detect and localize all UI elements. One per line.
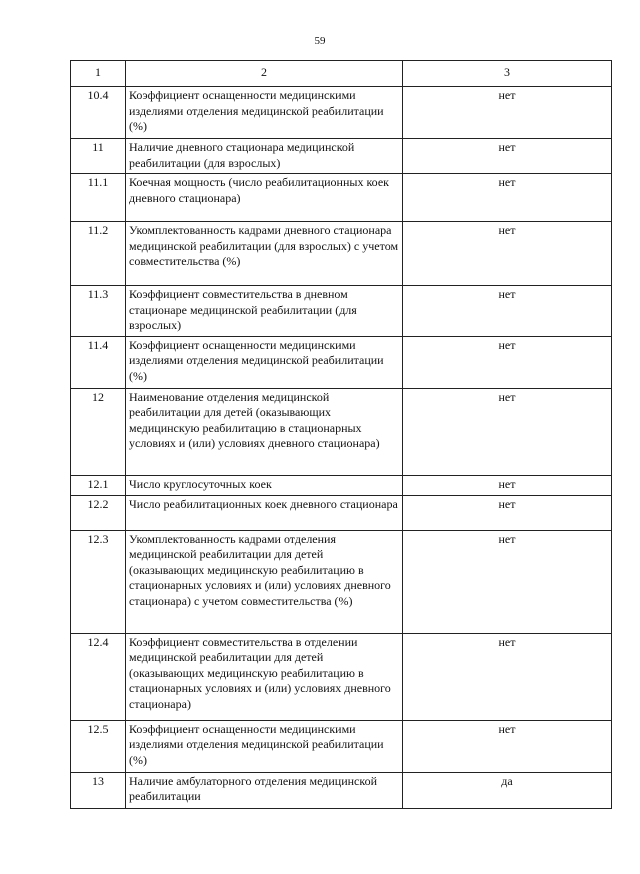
row-number: 11.3 — [71, 286, 126, 337]
row-number: 11.4 — [71, 336, 126, 388]
row-number: 13 — [71, 772, 126, 808]
row-indicator-text: Наличие амбулаторного отделения медицинской реабилитации — [126, 772, 403, 808]
row-value: да — [403, 772, 612, 808]
row-number: 11.2 — [71, 222, 126, 286]
row-value: нет — [403, 495, 612, 530]
row-indicator-text: Наименование отделения медицинской реабилитации для детей (оказывающих медицинскую реабилитацию в стационарных условиях и (или) условиях дневного стационара) — [126, 388, 403, 475]
table-row — [71, 475, 612, 495]
table-row — [71, 495, 612, 530]
row-value: нет — [403, 286, 612, 337]
row-indicator-text: Число круглосуточных коек — [126, 475, 403, 495]
row-value: нет — [403, 139, 612, 174]
row-indicator-text: Укомплектованность кадрами дневного стационара медицинской реабилитации (для взрослых) с учетом совместительства (%) — [126, 222, 403, 286]
row-indicator-text: Укомплектованность кадрами отделения медицинской реабилитации для детей (оказывающих медицинскую реабилитацию в стационарных условиях и (или) условиях дневного стационара) с учетом совместительства (%) — [126, 530, 403, 633]
header-cell-indicator: 2 — [126, 61, 403, 87]
row-value: нет — [403, 87, 612, 139]
row-indicator-text: Коечная мощность (число реабилитационных коек дневного стационара) — [126, 174, 403, 222]
table-row — [71, 87, 612, 139]
row-indicator-text: Коэффициент совместительства в дневном стационаре медицинской реабилитации (для взрослых) — [126, 286, 403, 337]
page-number: 59 — [314, 35, 326, 47]
table-header-row — [71, 61, 612, 87]
row-indicator-text: Коэффициент оснащенности медицинскими изделиями отделения медицинской реабилитации (%) — [126, 720, 403, 772]
row-number: 12 — [71, 388, 126, 475]
row-number: 12.4 — [71, 633, 126, 720]
row-value: нет — [403, 530, 612, 633]
row-number: 11.1 — [71, 174, 126, 222]
table-row — [71, 222, 612, 286]
table-row — [71, 286, 612, 337]
table-row — [71, 174, 612, 222]
row-number: 10.4 — [71, 87, 126, 139]
row-value: нет — [403, 388, 612, 475]
table-row — [71, 530, 612, 633]
row-number: 12.5 — [71, 720, 126, 772]
row-value: нет — [403, 475, 612, 495]
row-value: нет — [403, 720, 612, 772]
header-cell-value: 3 — [403, 61, 612, 87]
row-indicator-text: Коэффициент оснащенности медицинскими изделиями отделения медицинской реабилитации (%) — [126, 336, 403, 388]
row-indicator-text: Коэффициент оснащенности медицинскими изделиями отделения медицинской реабилитации (%) — [126, 87, 403, 139]
row-number: 12.1 — [71, 475, 126, 495]
table-row — [71, 772, 612, 808]
row-indicator-text: Число реабилитационных коек дневного стационара — [126, 495, 403, 530]
header-cell-number: 1 — [71, 61, 126, 87]
table-row — [71, 720, 612, 772]
row-value: нет — [403, 174, 612, 222]
row-number: 12.3 — [71, 530, 126, 633]
table-row — [71, 336, 612, 388]
table-row — [71, 139, 612, 174]
row-number: 11 — [71, 139, 126, 174]
table-row — [71, 633, 612, 720]
row-indicator-text: Наличие дневного стационара медицинской реабилитации (для взрослых) — [126, 139, 403, 174]
row-number: 12.2 — [71, 495, 126, 530]
row-value: нет — [403, 222, 612, 286]
table-row — [71, 388, 612, 475]
row-indicator-text: Коэффициент совместительства в отделении медицинской реабилитации для детей (оказывающих медицинскую реабилитацию в стационарных условиях и (или) условиях дневного стационара) — [126, 633, 403, 720]
row-value: нет — [403, 633, 612, 720]
row-value: нет — [403, 336, 612, 388]
indicator-table — [70, 60, 612, 809]
